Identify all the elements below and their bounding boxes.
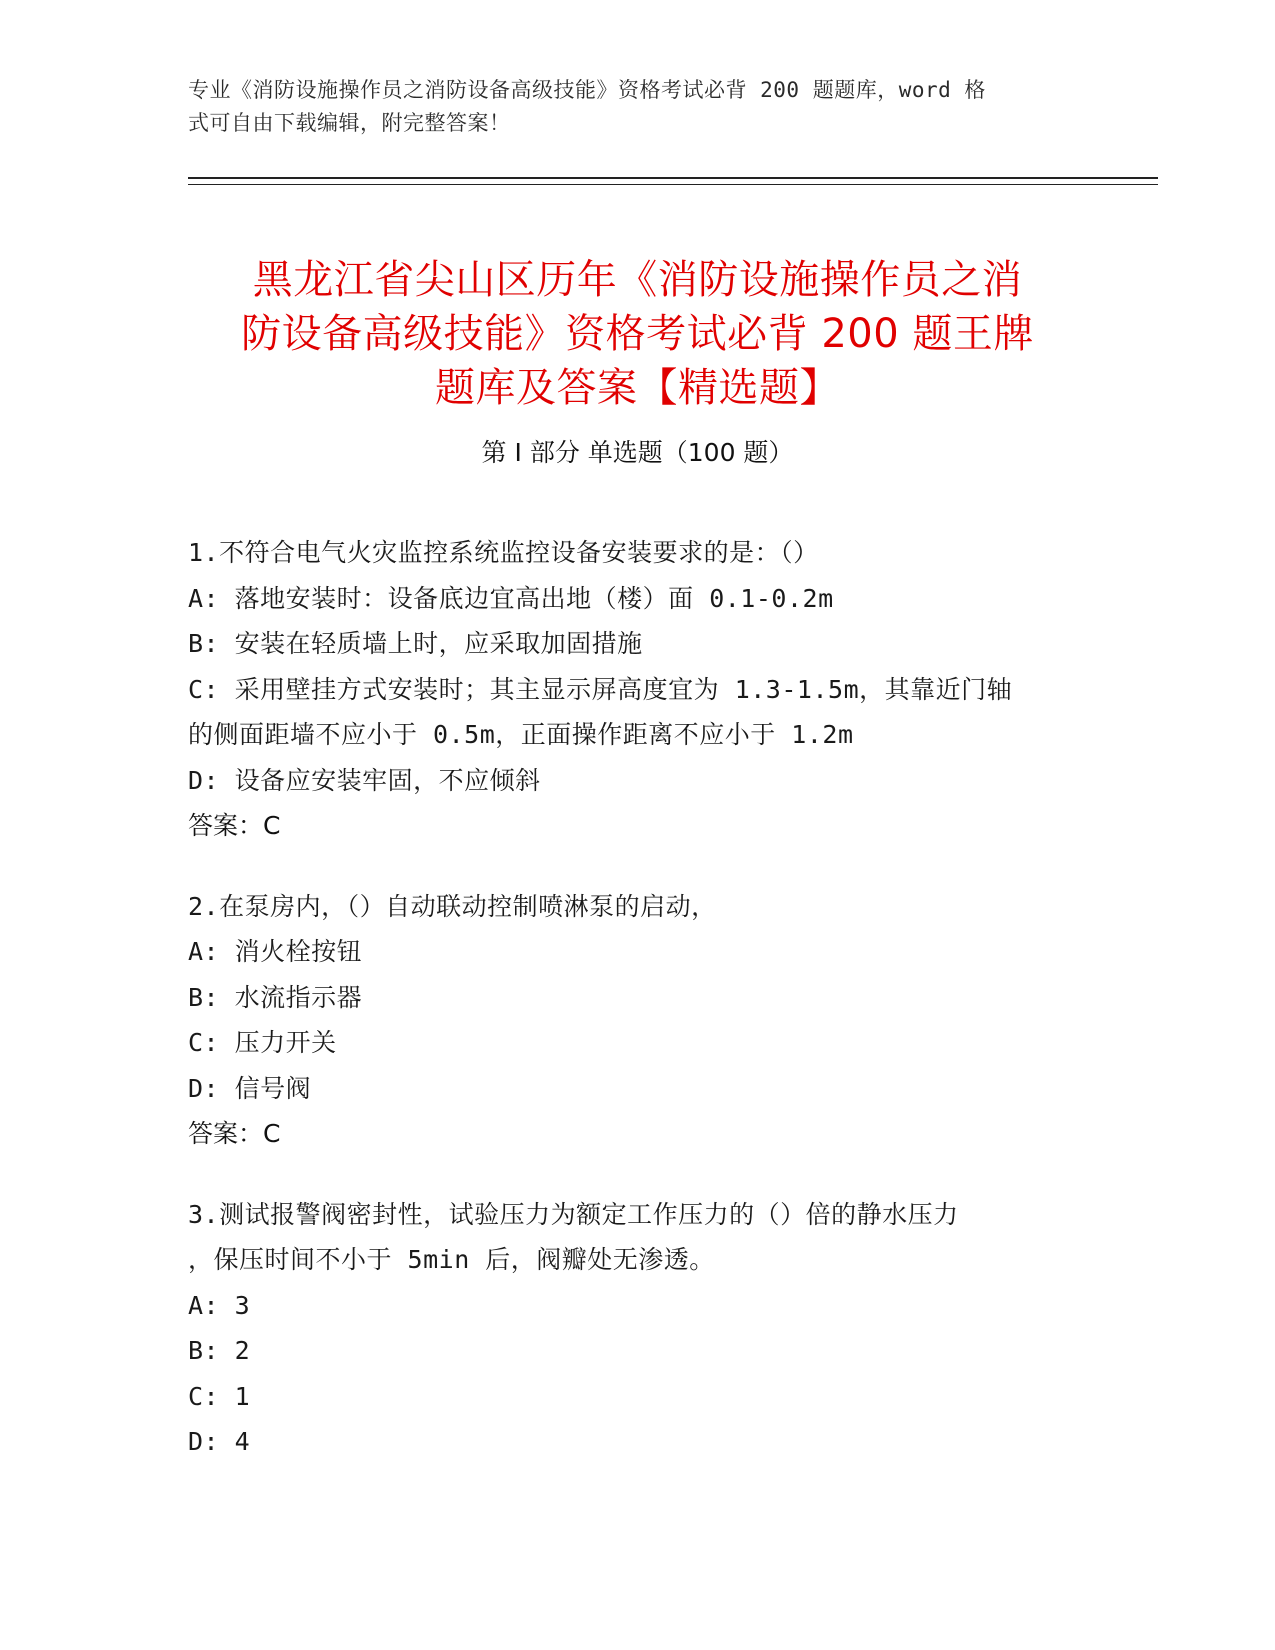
title-line-1: 黑龙江省尖山区历年《消防设施操作员之消 — [252, 256, 1023, 303]
question-option: D: 信号阀 — [188, 1073, 312, 1103]
part-heading: 第 I 部分 单选题（100 题） — [481, 438, 794, 467]
question-option: D: 设备应安装牢固，不应倾斜 — [188, 765, 541, 795]
question-option: A: 消火栓按钮 — [188, 937, 363, 966]
header-divider-thin — [188, 184, 1158, 185]
question-stem: 2.在泵房内，（）自动联动控制喷淋泵的启动， — [188, 891, 717, 921]
question-option: B: 2 — [188, 1336, 251, 1365]
header-divider-thick — [188, 177, 1158, 179]
question-option: D: 4 — [188, 1427, 251, 1456]
header-note-line-2: 式可自由下载编辑，附完整答案！ — [188, 111, 511, 135]
question-option: B: 安装在轻质墙上时，应采取加固措施 — [188, 629, 643, 658]
question-option: A: 3 — [188, 1290, 251, 1320]
title-line-3: 题库及答案【精选题】 — [435, 364, 840, 411]
question-stem: 3.测试报警阀密封性，试验压力为额定工作压力的（）倍的静水压力 — [188, 1199, 959, 1229]
question-stem: 1.不符合电气火灾监控系统监控设备安装要求的是：（） — [188, 538, 819, 567]
document-title — [180, 253, 1095, 415]
question-item — [188, 884, 1088, 1157]
question-option: A: 落地安装时：设备底边宜高出地（楼）面 0.1-0.2m — [188, 583, 834, 613]
question-answer: 答案：C — [188, 1119, 281, 1148]
question-item — [188, 1192, 1088, 1465]
question-option: C: 采用壁挂方式安装时；其主显示屏高度宜为 1.3-1.5m，其靠近门轴 — [188, 674, 1013, 704]
header-note-line-1: 专业《消防设施操作员之消防设备高级技能》资格考试必背 200 题题库，word 格 — [188, 78, 986, 102]
question-option: B: 水流指示器 — [188, 982, 363, 1012]
question-stem: ，保压时间不小于 5min 后，阀瓣处无渗透。 — [188, 1245, 715, 1274]
question-option: C: 压力开关 — [188, 1028, 337, 1057]
header-note — [188, 74, 1068, 140]
question-option: 的侧面距墙不应小于 0.5m，正面操作距离不应小于 1.2m — [188, 720, 854, 749]
question-item — [188, 530, 1088, 849]
question-option: C: 1 — [188, 1381, 251, 1411]
question-answer: 答案：C — [188, 811, 281, 840]
title-line-2: 防设备高级技能》资格考试必背 200 题王牌 — [241, 310, 1034, 357]
question-list — [188, 530, 1088, 1500]
